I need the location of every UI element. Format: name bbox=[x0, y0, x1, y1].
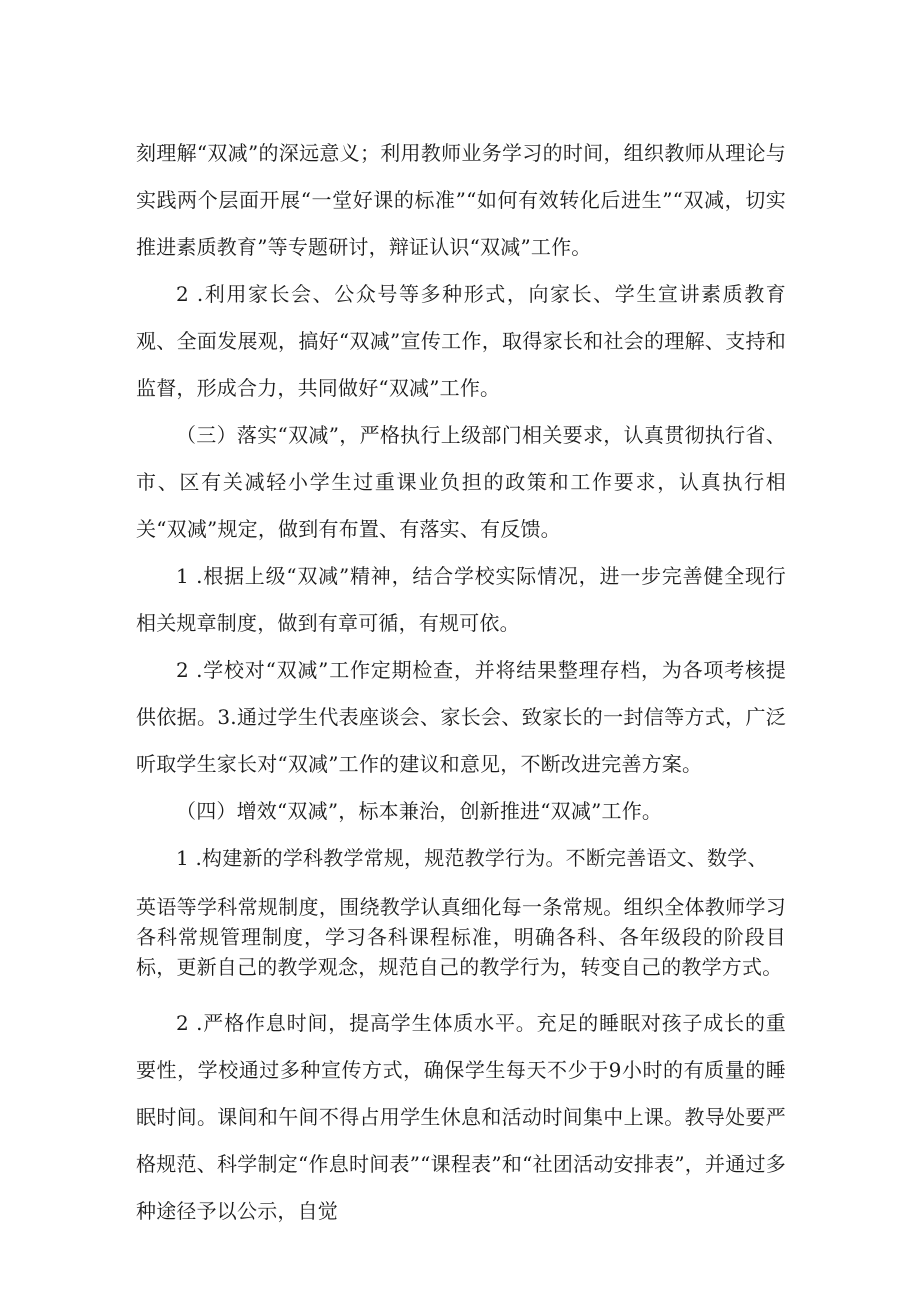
paragraph-regular-inspection: 2 .学校对“双减”工作定期检查，并将结果整理存档，为各项考核提供依据。3.通过学生代表座谈会、家长会、致家长的一封信等方式，广泛听取学生家长对“双减”工作的建议和意见，不断改进完善方案。 bbox=[136, 658, 786, 776]
paragraph-sleep-schedule: 2 .严格作息时间，提高学生体质水平。充足的睡眠对孩子成长的重要性，学校通过多种宣传方式，确保学生每天不少于9小时的有质量的睡眠时间。课间和午间不得占用学生休息和活动时间集中上课。教导处要严格规范、科学制定“作息时间表”“课程表”和“社团活动安排表”，并通过多种途径予以公示，自觉 bbox=[136, 1011, 786, 1223]
paragraph-study-seminars: 刻理解“双减”的深远意义；利用教师业务学习的时间，组织教师从理论与实践两个层面开展“一堂好课的标准”“如何有效转化后进生”“双减，切实推进素质教育”等专题研讨，辩证认识“双减”工作。 bbox=[136, 141, 786, 259]
paragraph-section-three-heading: （三）落实“双减”，严格执行上级部门相关要求，认真贯彻执行省、市、区有关减轻小学生过重课业负担的政策和工作要求，认真执行相关“双减”规定，做到有布置、有落实、有反馈。 bbox=[136, 423, 786, 541]
paragraph-parent-publicity: 2 .利用家长会、公众号等多种形式，向家长、学生宣讲素质教育观、全面发展观，搞好“双减”宣传工作，取得家长和社会的理解、支持和监督，形成合力，共同做好“双减”工作。 bbox=[136, 282, 786, 400]
paragraph-teaching-routine-start: 1 .构建新的学科教学常规，规范教学行为。不断完善语文、数学、 bbox=[176, 846, 768, 870]
paragraph-rules-system: 1 .根据上级“双减”精神，结合学校实际情况，进一步完善健全现行相关规章制度，做到有章可循，有规可依。 bbox=[136, 564, 786, 635]
paragraph-teaching-routine-continued: 英语等学科常规制度，围绕教学认真细化每一条常规。组织全体教师学习各科常规管理制度，学习各科课程标准，明确各科、各年级段的阶段目标，更新自己的教学观念，规范自己的教学行为，转变自己的教学方式。 bbox=[136, 895, 786, 979]
paragraph-section-four-heading: （四）增效“双减”，标本兼治，创新推进“双减”工作。 bbox=[176, 799, 663, 823]
